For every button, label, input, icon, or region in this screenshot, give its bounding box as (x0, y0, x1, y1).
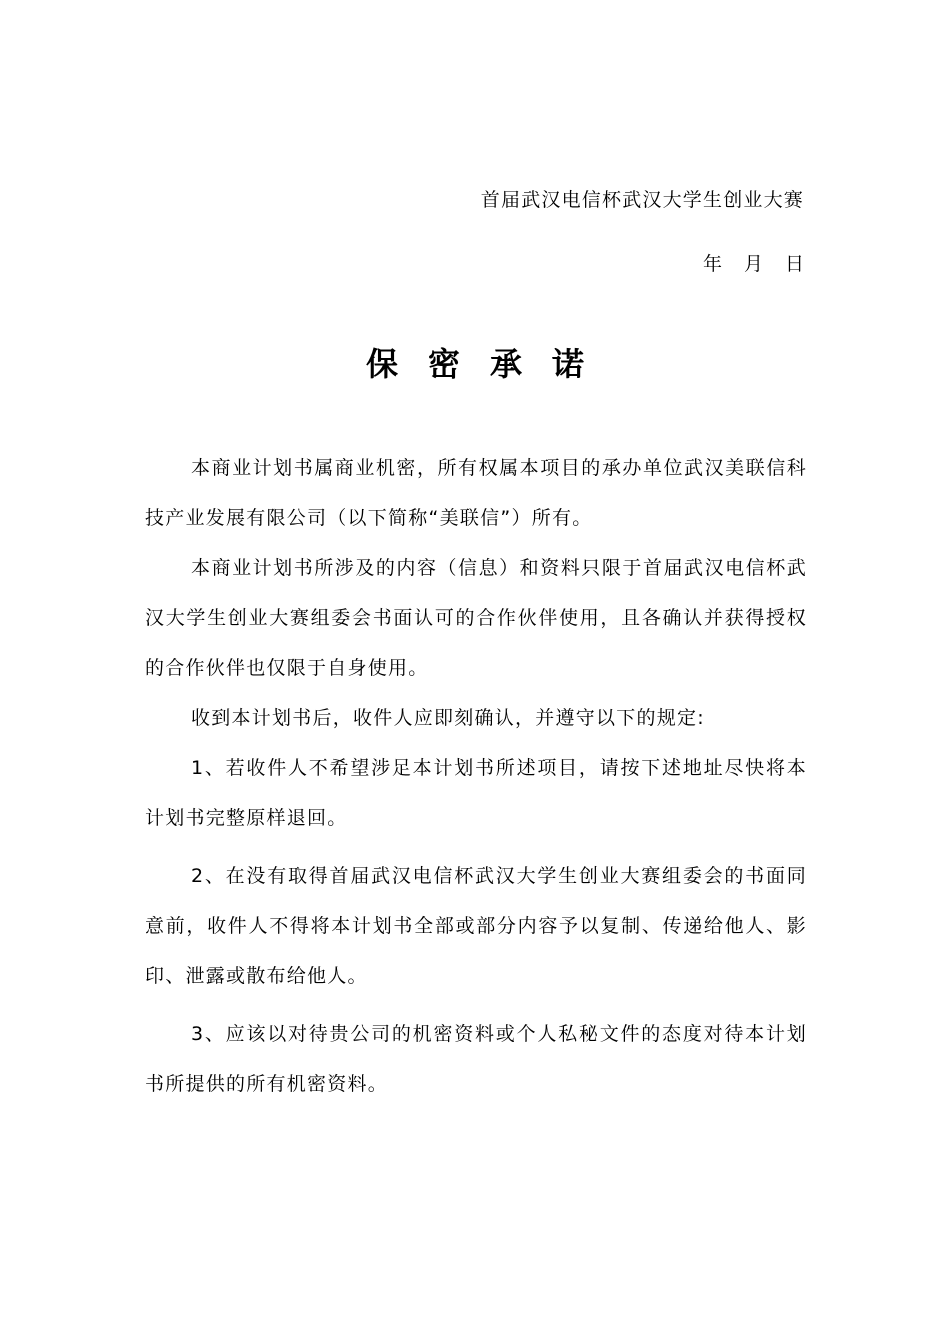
date-month-label: 月 (743, 253, 763, 275)
date-line (703, 250, 804, 278)
document-body (145, 443, 807, 1109)
paragraph-rule-3: 3、应该以对待贵公司的机密资料或个人私秘文件的态度对待本计划书所提供的所有机密资料。 (145, 1023, 807, 1095)
date-day-label: 日 (784, 253, 804, 275)
paragraph-ownership: 本商业计划书属商业机密，所有权属本项目的承办单位武汉美联信科技产业发展有限公司（以下简称“美联信”）所有。 (145, 457, 807, 529)
paragraph-rule-1: 1、若收件人不希望涉足本计划书所述项目，请按下述地址尽快将本计划书完整原样退回。 (145, 757, 807, 829)
paragraph-usage-scope: 本商业计划书所涉及的内容（信息）和资料只限于首届武汉电信杯武汉大学生创业大赛组委会书面认可的合作伙伴使用，且各确认并获得授权的合作伙伴也仅限于自身使用。 (145, 557, 807, 679)
paragraph-rule-2: 2、在没有取得首届武汉电信杯武汉大学生创业大赛组委会的书面同意前，收件人不得将本计划书全部或部分内容予以复制、传递给他人、影印、泄露或散布给他人。 (145, 865, 807, 987)
organizer-name: 首届武汉电信杯武汉大学生创业大赛 (480, 189, 804, 211)
date-year-label: 年 (702, 253, 722, 275)
paragraph-recipient-rules: 收到本计划书后，收件人应即刻确认，并遵守以下的规定: (191, 707, 705, 729)
page-title: 保密承诺 (365, 345, 614, 383)
